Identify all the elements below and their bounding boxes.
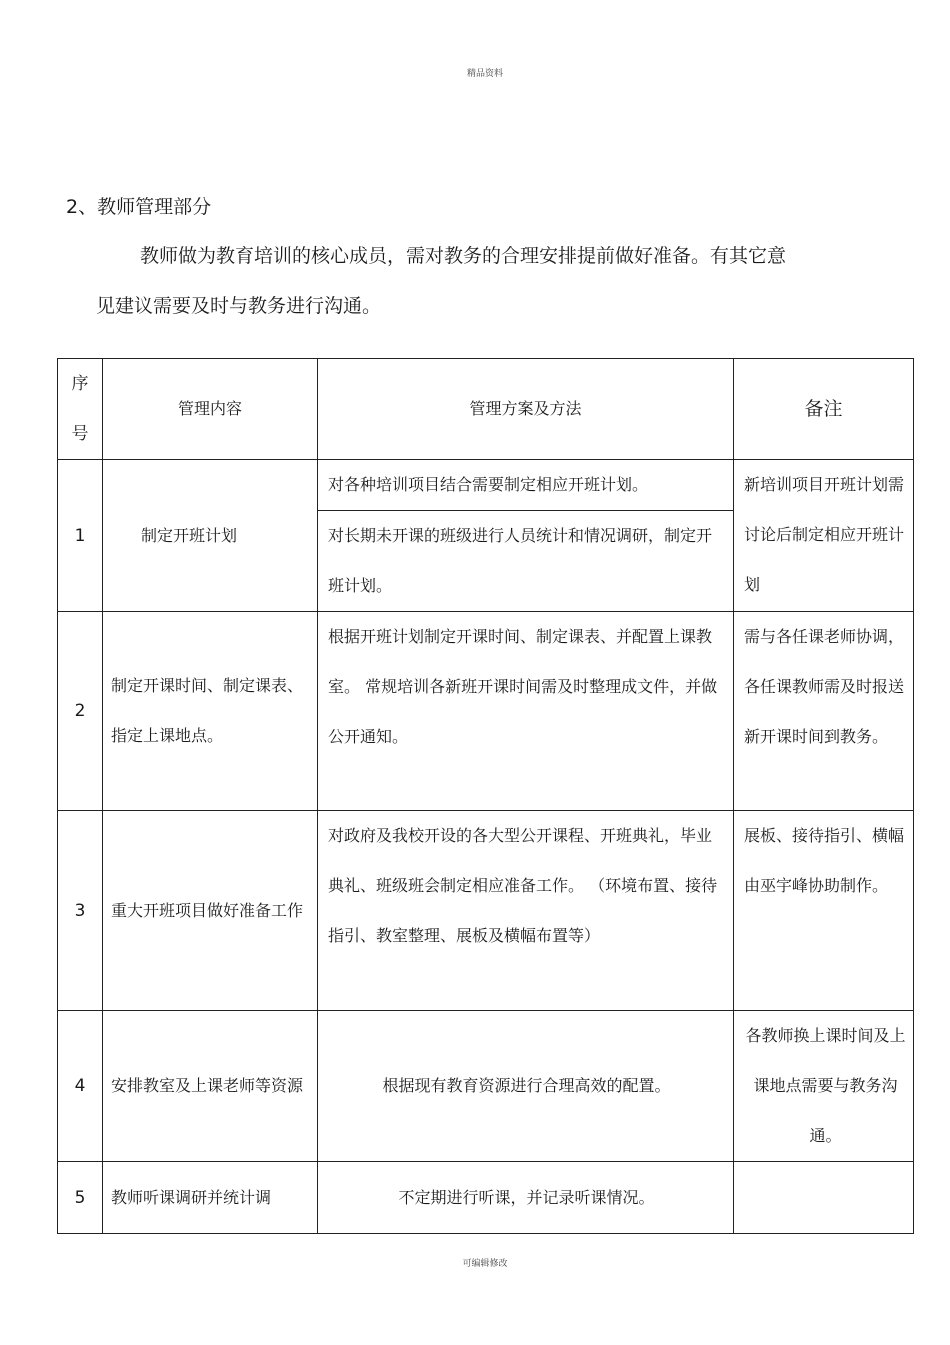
row-content: 制定开班计划 — [103, 460, 318, 612]
row-number: 2 — [58, 612, 103, 811]
row-method: 不定期进行听课，并记录听课情况。 — [318, 1162, 734, 1234]
header-cell-method: 管理方案及方法 — [318, 359, 734, 460]
page-header-note: 精品资料 — [466, 69, 503, 79]
row-number: 5 — [58, 1162, 103, 1234]
table-row — [58, 1011, 914, 1162]
row-note: 展板、接待指引、横幅由巫宇峰协助制作。 — [734, 811, 914, 1011]
header-num-line-1: 序 — [71, 374, 89, 394]
table-row — [58, 460, 914, 511]
row-content: 教师听课调研并统计调 — [103, 1162, 318, 1234]
table-header-row — [58, 359, 914, 460]
row-number: 3 — [58, 811, 103, 1011]
row-method-b: 对长期未开课的班级进行人员统计和情况调研，制定开班计划。 — [318, 511, 734, 612]
row-note — [734, 1162, 914, 1234]
row-method: 对政府及我校开设的各大型公开课程、开班典礼，毕业典礼、班级班会制定相应准备工作。 （环境布置、接待指引、教室整理、展板及横幅布置等） — [318, 811, 734, 1011]
section-title: 2、教师管理部分 — [66, 196, 212, 218]
table-row — [58, 612, 914, 811]
table-row — [58, 811, 914, 1011]
intro-paragraph-line-2: 见建议需要及时与教务进行沟通。 — [96, 295, 382, 317]
row-number: 4 — [58, 1011, 103, 1162]
intro-paragraph-line-1: 教师做为教育培训的核心成员，需对教务的合理安排提前做好准备。有其它意 — [140, 245, 787, 267]
row-content: 重大开班项目做好准备工作 — [103, 811, 318, 1011]
header-cell-num — [58, 359, 103, 460]
row-note: 新培训项目开班计划需讨论后制定相应开班计划 — [734, 460, 914, 612]
management-table — [57, 358, 914, 1234]
header-num-line-2: 号 — [71, 424, 89, 444]
header-cell-note: 备注 — [734, 359, 914, 460]
row-note: 需与各任课老师协调，各任课教师需及时报送新开课时间到教务。 — [734, 612, 914, 811]
page-footer-note: 可编辑修改 — [462, 1259, 508, 1269]
row-method: 根据现有教育资源进行合理高效的配置。 — [318, 1011, 734, 1162]
row-method-a: 对各种培训项目结合需要制定相应开班计划。 — [318, 460, 734, 511]
row-number: 1 — [58, 460, 103, 612]
table-row — [58, 1162, 914, 1234]
row-content: 安排教室及上课老师等资源 — [103, 1011, 318, 1162]
row-content: 制定开课时间、制定课表、指定上课地点。 — [103, 612, 318, 811]
row-method: 根据开班计划制定开课时间、制定课表、并配置上课教室。 常规培训各新班开课时间需及时整理成文件，并做公开通知。 — [318, 612, 734, 811]
row-note: 各教师换上课时间及上课地点需要与教务沟通。 — [734, 1011, 914, 1162]
header-cell-content: 管理内容 — [103, 359, 318, 460]
